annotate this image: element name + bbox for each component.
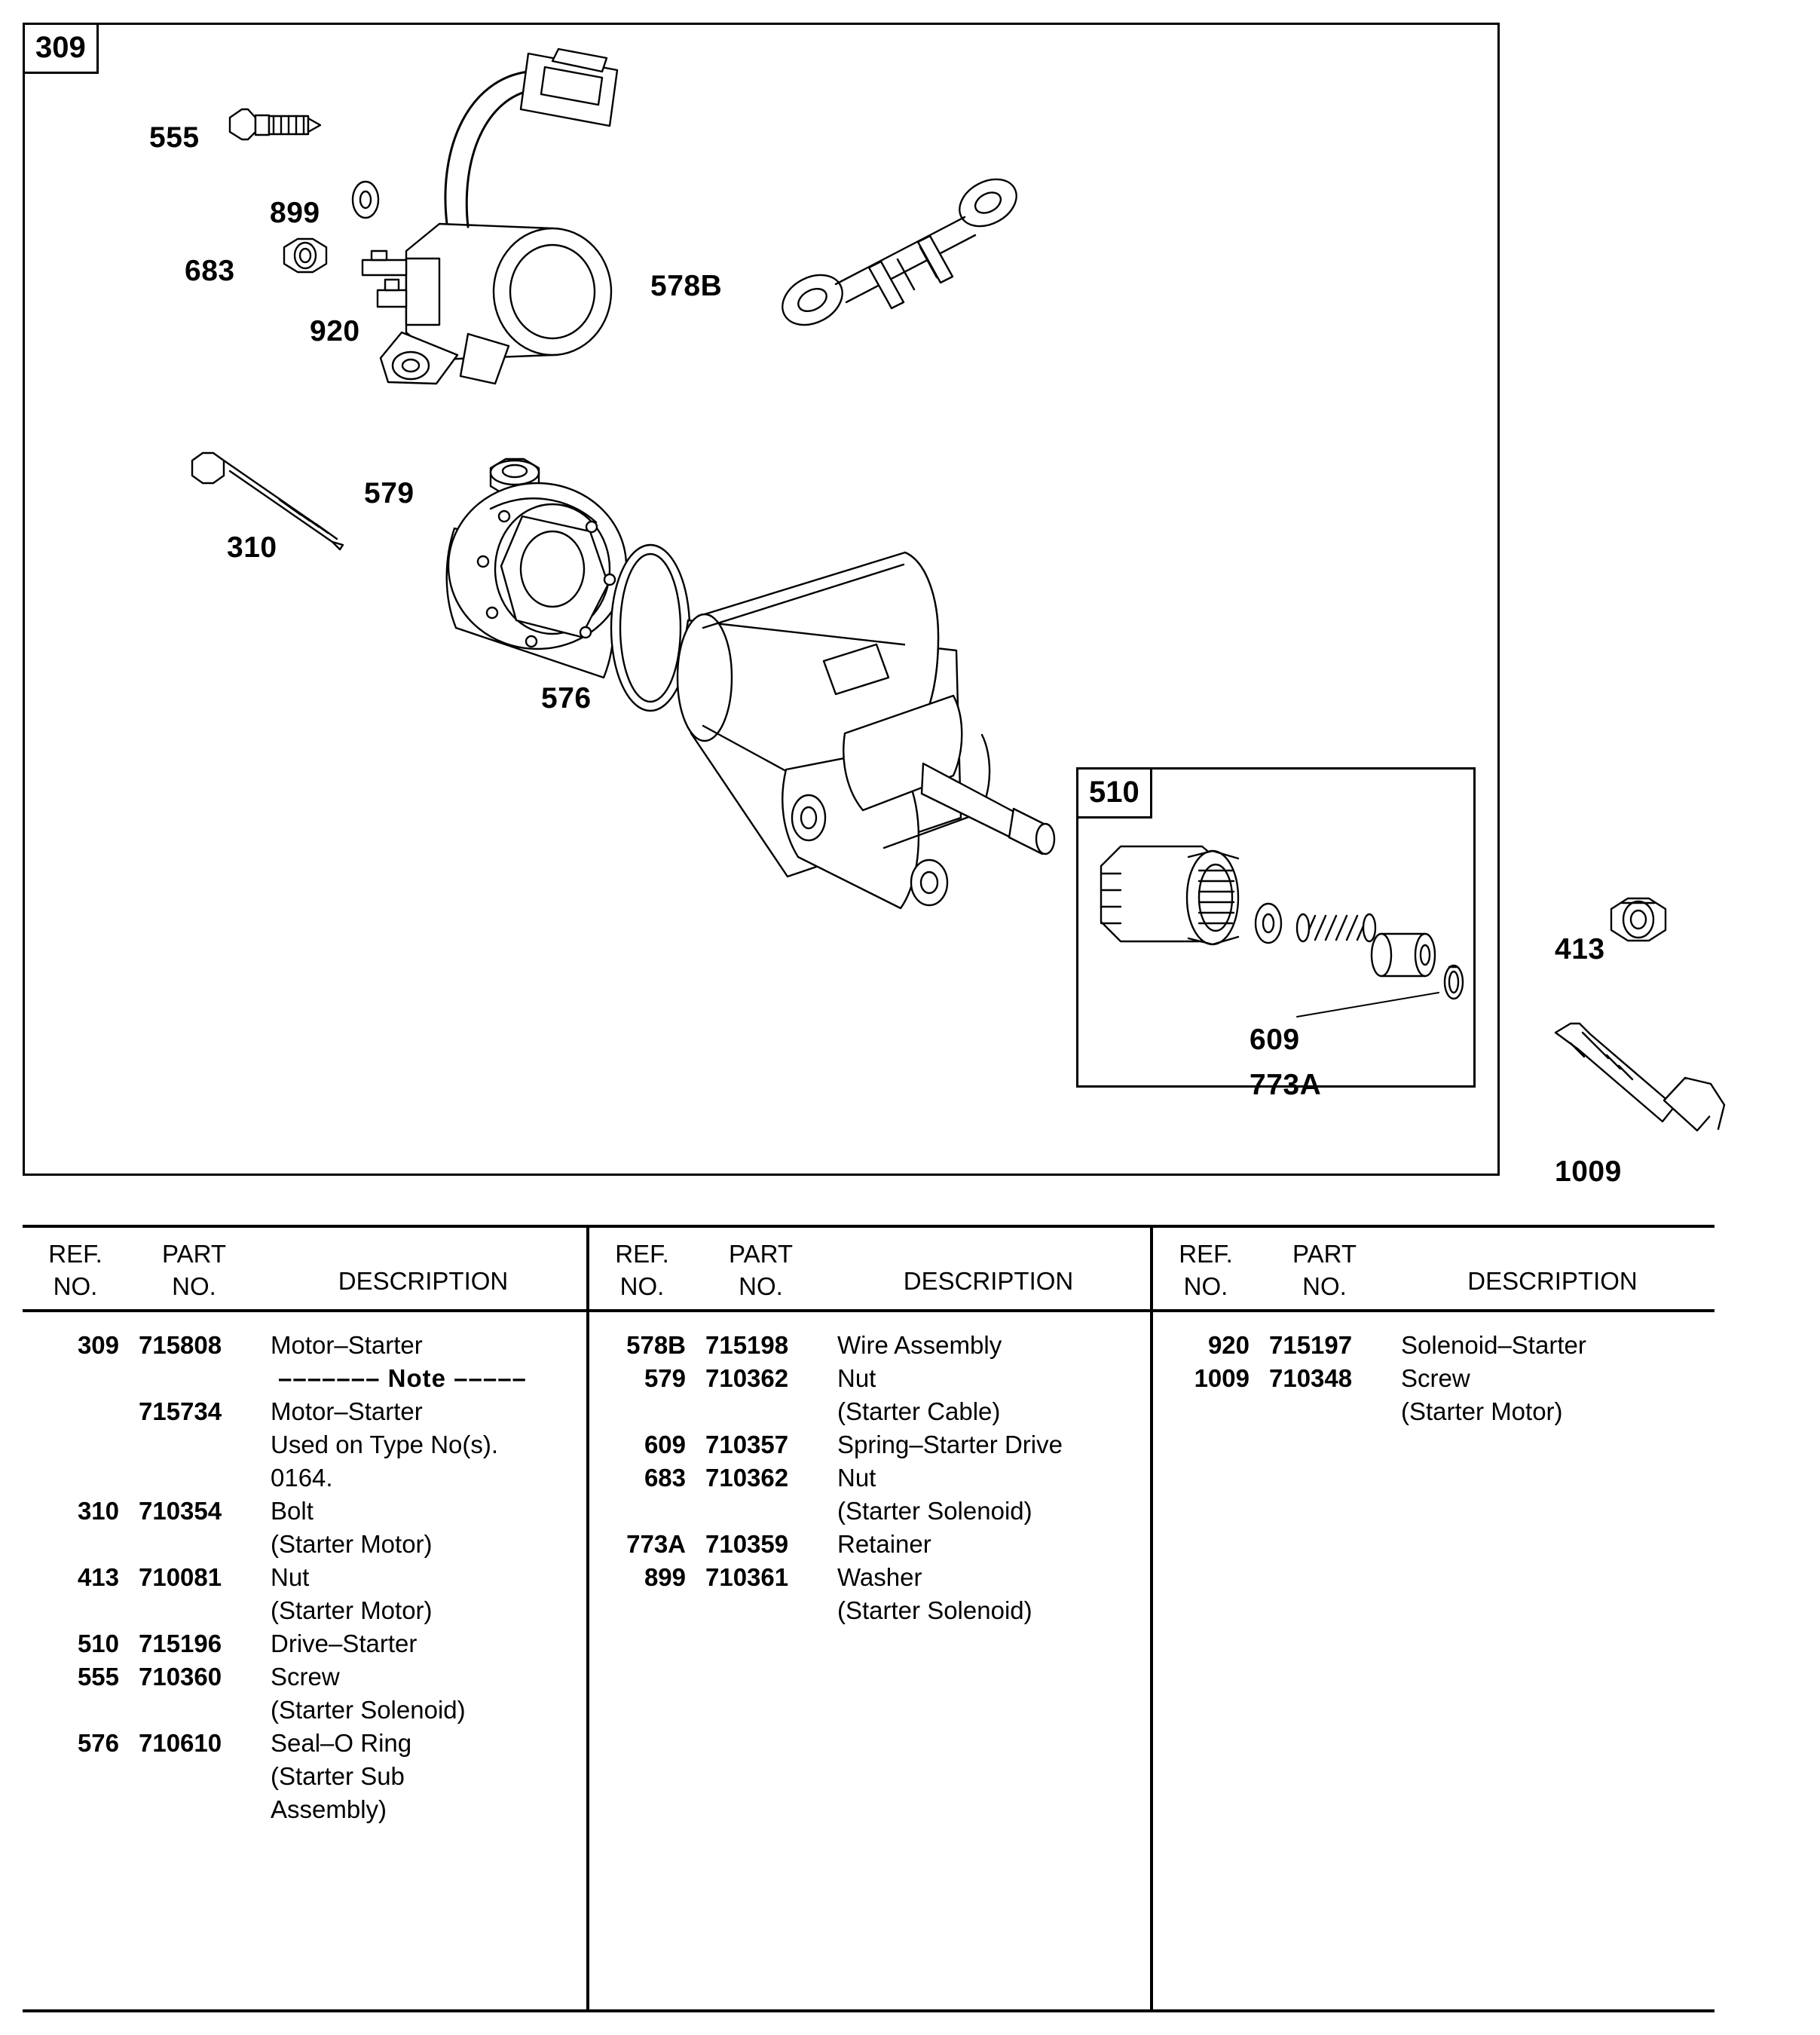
parts-rows [23,1312,586,1826]
table-row [589,1428,1150,1461]
solenoid-920-art [362,49,617,384]
cell-part-no: 710354 [139,1497,222,1525]
cell-description: Nut [271,1563,310,1591]
callout-310: 310 [227,531,277,564]
table-row [23,1461,586,1495]
header-description: DESCRIPTION [338,1267,509,1295]
parts-table-column-2 [586,1228,1150,2009]
callout-413: 413 [1555,933,1605,965]
cell-ref-no [23,1461,128,1495]
parts-table [23,1225,1714,2012]
cell-description: (Starter Motor) [271,1530,433,1558]
parts-rows [589,1312,1150,1627]
table-row [589,1329,1150,1362]
header-part-line2: NO. [739,1271,783,1300]
cell-description: Washer [837,1563,922,1591]
ref-box-309 [23,23,99,74]
header-ref-line2: NO. [53,1271,98,1300]
nut-579-art [491,459,539,495]
cell-description: Nut [837,1364,876,1392]
table-row [23,1495,586,1528]
cell-description: Bolt [271,1497,314,1525]
drive-sleeve-art [1372,934,1435,976]
parts-table-column-3 [1150,1228,1714,2009]
cell-description: Motor–Starter [271,1397,423,1425]
cell-ref-no: 773A [626,1530,686,1558]
screw-1009-art [1555,1024,1724,1131]
cell-ref-no [23,1428,128,1461]
header-part-line1: PART [729,1240,793,1268]
table-row [589,1528,1150,1561]
header-part-line1: PART [162,1240,226,1268]
header-ref-line1: REF. [48,1240,102,1268]
cell-description: (Starter Solenoid) [271,1696,466,1724]
cell-ref-no [1153,1395,1259,1428]
cell-description: (Starter Motor) [271,1596,433,1624]
cell-ref-no: 609 [644,1431,686,1458]
callout-576: 576 [541,682,592,715]
table-row [589,1461,1150,1495]
cell-description: (Starter Cable) [837,1397,1001,1425]
callout-773A: 773A [1250,1069,1322,1101]
cell-ref-no [23,1694,128,1727]
cell-ref-no: 510 [77,1630,119,1657]
cell-description: Drive–Starter [271,1630,418,1657]
table-row [589,1495,1150,1528]
table-row [23,1362,586,1395]
cell-part-no [128,1694,260,1727]
cell-ref-no: 555 [77,1663,119,1691]
starter-motor-body-art [678,552,1054,908]
cell-part-no: 715734 [139,1397,222,1425]
cell-description: Used on Type No(s). [271,1431,499,1458]
cell-description: 0164. [271,1464,333,1492]
cell-part-no [695,1395,827,1428]
illustration-panel [23,23,1622,1188]
cell-description: (Starter Solenoid) [837,1497,1032,1525]
wire-assembly-578B-art [774,170,1025,335]
cell-description: (Starter Sub [271,1762,405,1790]
table-row [23,1627,586,1660]
header-ref-line1: REF. [1179,1240,1233,1268]
callout-578B: 578B [650,270,723,302]
cell-description: Wire Assembly [837,1331,1002,1359]
cell-part-no: 710610 [139,1729,222,1757]
parts-table-column-1 [23,1228,586,2009]
header-ref-no [23,1238,128,1303]
cell-part-no [128,1594,260,1627]
cell-part-no [128,1760,260,1793]
oring-576-art [611,545,690,711]
cell-part-no: 710348 [1269,1364,1353,1392]
header-part-line2: NO. [1302,1271,1347,1300]
cell-part-no: 715808 [139,1331,222,1359]
cell-part-no [695,1594,827,1627]
table-row [23,1561,586,1594]
drive-spring-art [1297,914,1375,941]
cell-description: ––––––– Note ––––– [278,1364,527,1392]
nut-413-art [1611,898,1666,941]
cell-part-no: 710361 [705,1563,789,1591]
cell-description: Screw [271,1663,340,1691]
callout-555: 555 [149,121,200,154]
cell-part-no: 710362 [705,1364,789,1392]
cell-part-no [128,1528,260,1561]
callout-899: 899 [270,197,320,229]
column-header [1153,1228,1714,1312]
ref-box-510-label: 510 [1089,776,1139,809]
cell-ref-no [23,1594,128,1627]
table-row [1153,1395,1714,1428]
table-row [589,1561,1150,1594]
cell-description: (Starter Motor) [1401,1397,1563,1425]
nut-683-art [284,239,326,272]
cell-ref-no: 578B [626,1331,686,1359]
cell-ref-no [23,1528,128,1561]
cell-ref-no [23,1760,128,1793]
cell-ref-no: 920 [1207,1331,1250,1359]
starter-endcap-art [447,483,626,678]
table-row [23,1727,586,1760]
cell-part-no: 715197 [1269,1331,1353,1359]
header-ref-line2: NO. [619,1271,665,1300]
table-row [23,1594,586,1627]
header-part-line1: PART [1292,1240,1357,1268]
header-part-line2: NO. [172,1271,216,1300]
table-row [23,1793,586,1826]
cell-part-no [128,1362,260,1395]
cell-part-no: 715196 [139,1630,222,1657]
cell-ref-no [589,1594,695,1627]
column-header [23,1228,586,1312]
cell-part-no [128,1793,260,1826]
drive-pinion-art [1101,846,1238,944]
table-row [589,1362,1150,1395]
table-row [23,1528,586,1561]
header-description: DESCRIPTION [903,1267,1074,1295]
cell-ref-no [23,1395,128,1428]
ref-box-309-label: 309 [35,31,86,64]
cell-part-no: 715198 [705,1331,789,1359]
table-row [1153,1362,1714,1395]
column-header [589,1228,1150,1312]
cell-part-no [1259,1395,1390,1428]
cell-ref-no: 310 [77,1497,119,1525]
cell-description: Seal–O Ring [271,1729,412,1757]
cell-ref-no: 576 [77,1729,119,1757]
callout-609: 609 [1250,1024,1300,1056]
cell-part-no: 710360 [139,1663,222,1691]
header-ref-no [589,1238,695,1303]
cell-part-no [128,1461,260,1495]
drive-washer-art [1256,904,1281,943]
retainer-art [1445,965,1463,999]
cell-part-no: 710359 [705,1530,789,1558]
header-description: DESCRIPTION [1467,1267,1638,1295]
cell-ref-no: 1009 [1194,1364,1250,1392]
cell-ref-no: 683 [644,1464,686,1492]
table-row [23,1694,586,1727]
cell-ref-no: 899 [644,1563,686,1591]
table-row [589,1395,1150,1428]
header-ref-line2: NO. [1183,1271,1228,1300]
cell-part-no: 710362 [705,1464,789,1492]
screw-555-art [230,109,320,139]
callout-920: 920 [310,315,360,347]
callout-1009: 1009 [1555,1155,1622,1188]
cell-ref-no [23,1362,128,1395]
cell-ref-no: 579 [644,1364,686,1392]
cell-ref-no: 413 [77,1563,119,1591]
cell-ref-no [23,1793,128,1826]
callout-683: 683 [185,255,235,287]
cell-description: Nut [837,1464,876,1492]
table-row [23,1395,586,1428]
header-part-no [695,1238,827,1303]
table-row [23,1660,586,1694]
table-row [589,1594,1150,1627]
washer-899-art [353,182,378,218]
cell-part-no [695,1495,827,1528]
table-row [23,1760,586,1793]
table-row [23,1329,586,1362]
cell-description: (Starter Solenoid) [837,1596,1032,1624]
header-ref-no [1153,1238,1259,1303]
cell-part-no [128,1428,260,1461]
cell-description: Spring–Starter Drive [837,1431,1063,1458]
cell-description: Solenoid–Starter [1401,1331,1586,1359]
cell-ref-no: 309 [77,1331,119,1359]
cell-description: Screw [1401,1364,1470,1392]
cell-description: Assembly) [271,1795,387,1823]
parts-rows [1153,1312,1714,1428]
cell-description: Retainer [837,1530,931,1558]
ref-box-510 [1076,767,1152,819]
cell-ref-no [589,1495,695,1528]
table-row [23,1428,586,1461]
cell-part-no: 710357 [705,1431,789,1458]
fasteners-outside-art [1537,882,1794,1198]
header-part-no [1259,1238,1390,1303]
cell-ref-no [589,1395,695,1428]
cell-description: Motor–Starter [271,1331,423,1359]
cell-part-no: 710081 [139,1563,222,1591]
table-row [1153,1329,1714,1362]
callout-579: 579 [364,477,414,510]
header-part-no [128,1238,260,1303]
header-ref-line1: REF. [615,1240,669,1268]
